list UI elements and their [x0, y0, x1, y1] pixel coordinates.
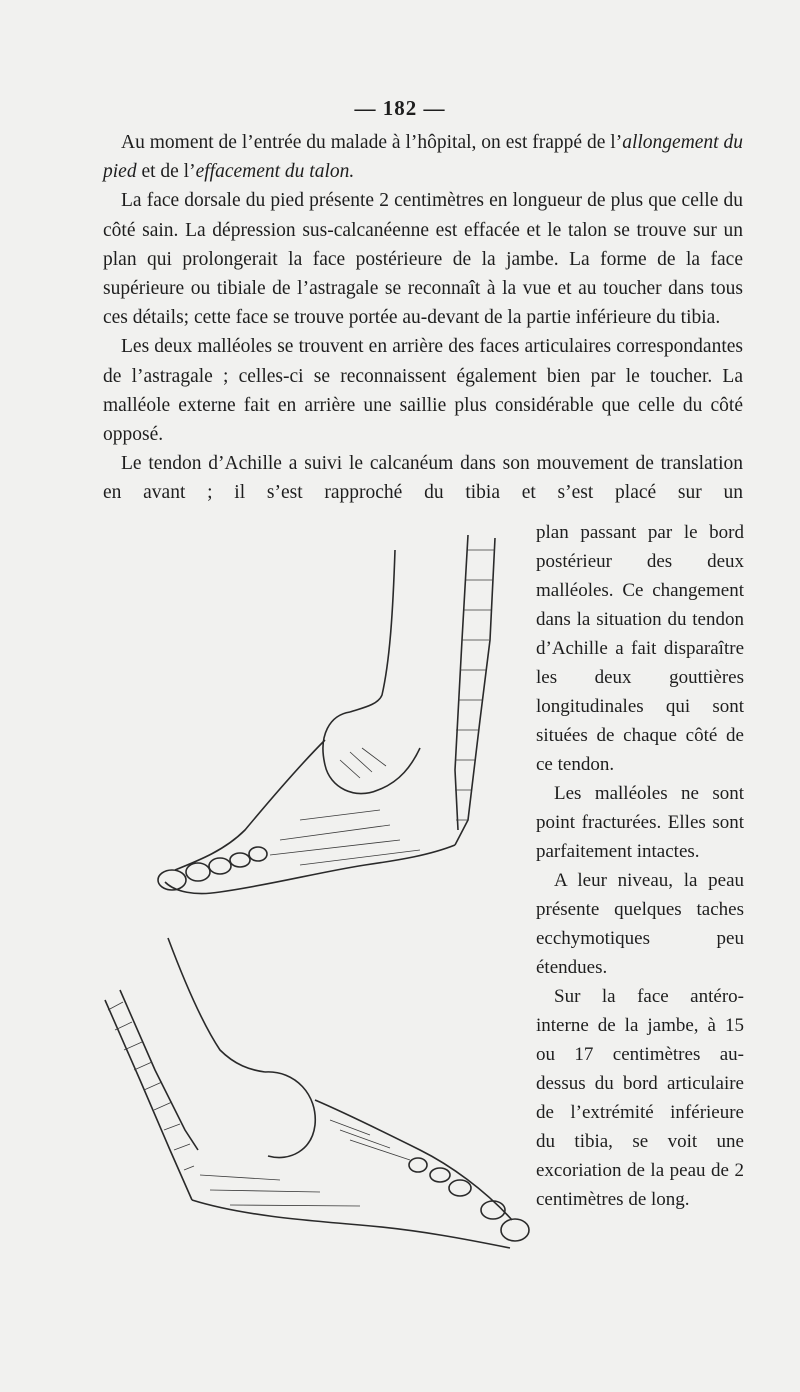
paragraph-1-text: Au moment de l’entrée du malade à l’hôpital, on est frappé de l’: [121, 132, 623, 153]
column-paragraph-3: A leur niveau, la peau présente quelques taches ecchymotiques peu étendues.: [536, 870, 744, 978]
page-number: — 182 —: [354, 96, 446, 120]
paragraph-1-text-b: et de l’: [136, 161, 196, 183]
column-paragraph-2: Les malléoles ne sont point fracturées. Elles sont parfaitement intactes.: [536, 783, 744, 862]
side-column: [536, 518, 744, 1214]
column-paragraph-4: Sur la face antéro-interne de la jambe, à 15 ou 17 centimètres au-dessus du bord articulaire de l’extrémité inférieure du tibia, se voit une excoriation de la peau de 2 centimètres de long.: [536, 986, 744, 1210]
paragraph-4: Le tendon d’Achille a suivi le calcanéum dans son mouvement de translation en avant ; il s’est rapproché du tibia et s’est placé sur un: [103, 453, 743, 504]
foot-illustration-bottom: [100, 930, 532, 1270]
column-paragraph-1: plan passant par le bord postérieur des deux malléoles. Ce changement dans la situation du tendon d’Achille a fait disparaître les deux gouttières longitudinales qui sont situées de chaque côté de ce tendon.: [536, 522, 744, 775]
paragraph-3: Les deux malléoles se trouvent en arrière des faces articulaires correspondantes de l’astragale ; celles-ci se reconnaissent également bien par le toucher. La malléole externe fait en arrière une saillie plus considérable que celle du côté opposé.: [103, 336, 743, 446]
paragraph-2: La face dorsale du pied présente 2 centimètres en longueur de plus que celle du côté sain. La dépression sus-calcanéenne est effacée et le talon se trouve sur un plan qui prolongerait la face postérieure de la jambe. La forme de la face supérieure ou tibiale de l’astragale se reconnaît à la vue et au toucher dans tous ces détails; cette face se trouve portée au-devant de la partie inférieure du tibia.: [103, 190, 743, 329]
main-text-block: [103, 128, 743, 508]
paragraph-1: [103, 128, 743, 186]
emphasis-allongement: allongement du pied: [103, 132, 744, 183]
foot-illustration-top: [150, 520, 520, 910]
emphasis-effacement: effacement du talon.: [195, 161, 355, 183]
